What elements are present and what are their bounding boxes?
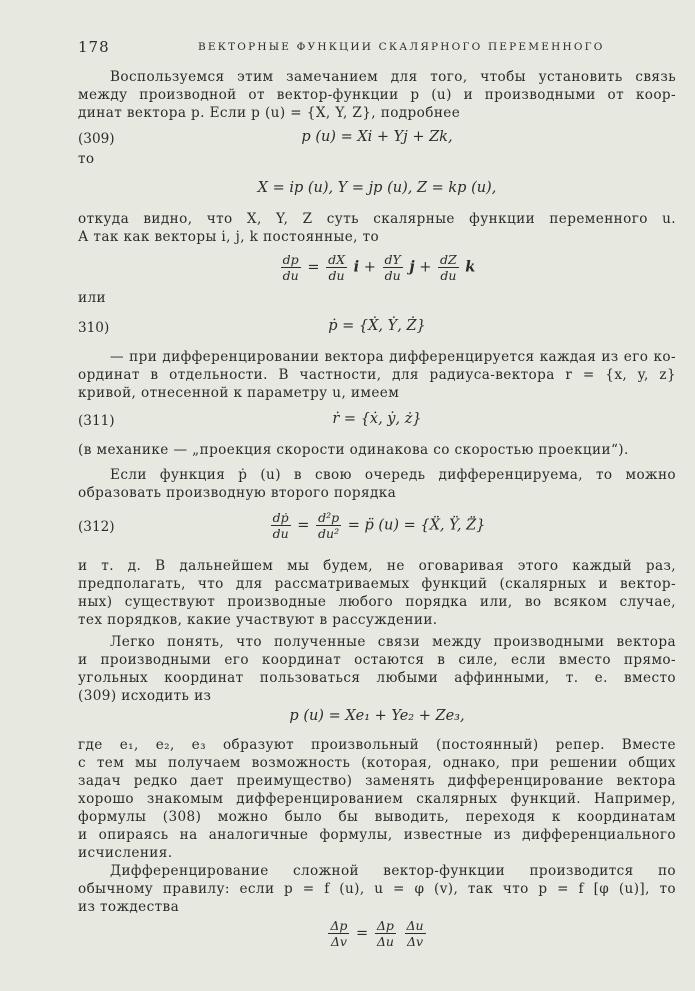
text-line: угольных координат пользоваться любыми аффинными, т. е. вместо <box>78 670 676 686</box>
text-line: то <box>78 151 95 167</box>
numerator: dṗ <box>271 510 291 526</box>
equation-number: 310) <box>78 320 110 336</box>
text-line: и т. д. В дальнейшем мы будем, не оговаривая этого каждый раз, <box>78 558 676 574</box>
text-line: и производными его координат остаются в силе, если вместо прямо- <box>78 652 676 668</box>
fraction <box>383 252 403 283</box>
text-line: (в механике — „проекция скорости одинакова со скоростью проекции“). <box>78 442 629 458</box>
text-line: и опираясь на аналогичные формулы, известные из дифференциального <box>78 827 676 843</box>
equation-number: (309) <box>78 131 115 147</box>
text-line: где e₁, e₂, e₃ образуют произвольный (постоянный) репер. Вместе <box>78 737 676 753</box>
text-line: — при дифференцировании вектора дифференцируется каждая из его ко- <box>110 349 676 365</box>
text-line: Воспользуемся этим замечанием для того, чтобы установить связь <box>110 69 676 85</box>
denominator: Δv <box>330 934 347 949</box>
equation-derivative: $\frac{dp}{du}$ = $\frac{dX}{du}$ i + $\frac{dY}{du}$ j + $\frac{dZ}{du}$ k <box>282 252 476 283</box>
fraction <box>271 510 291 541</box>
text-line: А так как векторы i, j, k постоянные, то <box>78 229 380 245</box>
equation-311: ṙ = {ẋ, ẏ, ż} <box>332 411 422 427</box>
fraction <box>375 918 396 949</box>
numerator: dY <box>384 252 401 267</box>
page-number: 178 <box>78 38 110 56</box>
equation-number: (311) <box>78 413 115 429</box>
text-line: Если функция ṗ (u) в свою очередь дифференцируема, то можно <box>110 467 676 483</box>
text-line: исчисления. <box>78 845 173 861</box>
denominator: Δv <box>406 934 424 949</box>
fraction <box>405 918 426 949</box>
fraction <box>316 510 341 541</box>
text-line: откуда видно, что X, Y, Z суть скалярные функции переменного u. <box>78 211 676 227</box>
equation-312-rhs: = p̈ (u) = {Ẍ, Ÿ, Z̈} <box>347 517 486 534</box>
fraction <box>281 252 301 283</box>
equation-312: $\frac{\text{dṗ}}{du}$ = $\frac{\text{d²p}}{\text{du²}}$ = p̈ (u) = {Ẍ, Ÿ, Z̈} <box>272 510 486 541</box>
denominator: du <box>440 268 457 283</box>
equation-coordinates: X = ip (u), Y = jp (u), Z = kp (u), <box>257 180 497 196</box>
equation-310: ṗ = {Ẋ, Ẏ, Ż} <box>328 318 426 334</box>
equation-chain-rule: $\frac{\Delta p}{\Delta v}$ = $\frac{\Delta p}{\Delta u}$ $\frac{\Delta u}{\Delta v}$ <box>330 918 424 949</box>
text-line: обычному правилу: если p = f (u), u = φ (v), так что p = f [φ (u)], то <box>78 881 676 897</box>
denominator: Δu <box>376 934 394 949</box>
denominator: du <box>384 268 401 283</box>
numerator: Δp <box>330 918 348 933</box>
numerator: dX <box>328 252 345 267</box>
fraction <box>438 252 459 283</box>
numerator: Δp <box>375 918 396 934</box>
text-line: с тем мы получаем возможность (которая, однако, при решении общих <box>78 755 676 771</box>
text-line: кривой, отнесенной к параметру u, имеем <box>78 385 400 401</box>
text-line: или <box>78 290 106 306</box>
denominator: du² <box>318 526 340 541</box>
text-line: динат вектора p. Если p (u) = {X, Y, Z}, подробнее <box>78 105 461 121</box>
denominator: du <box>272 526 289 541</box>
page-header <box>78 38 668 58</box>
text-line: Легко понять, что полученные связи между производными вектора <box>110 634 676 650</box>
text-line: (309) исходить из <box>78 688 212 704</box>
text-line: образовать производную второго порядка <box>78 485 397 501</box>
text-line: предполагать, что для рассматриваемых функций (скалярных и вектор- <box>78 576 676 592</box>
numerator: dp <box>281 252 301 268</box>
denominator: du <box>328 268 345 283</box>
numerator: d²p <box>316 510 341 526</box>
text-line: между производной от вектор-функции p (u) и производными от коор- <box>78 87 676 103</box>
text-line: из тождества <box>78 899 180 915</box>
text-line: ординат в отдельности. В частности, для радиуса-вектора r = {x, y, z} <box>78 367 676 383</box>
numerator: Δu <box>406 918 424 933</box>
denominator: du <box>282 268 299 283</box>
numerator: dZ <box>440 252 457 267</box>
running-title: ВЕКТОРНЫЕ ФУНКЦИИ СКАЛЯРНОГО ПЕРЕМЕННОГО <box>198 41 605 53</box>
text-line: ных) существуют производные любого порядка или, во всяком случае, <box>78 594 676 610</box>
text-line: задач редко дает преимущество) заменять дифференцирование вектора <box>78 773 676 789</box>
text-line: формулы (308) можно было бы выводить, переходя к координатам <box>78 809 676 825</box>
equation-number: (312) <box>78 519 115 535</box>
fraction <box>328 918 349 949</box>
equation-affine: p (u) = Xe₁ + Ye₂ + Ze₃, <box>289 708 465 724</box>
fraction <box>326 252 347 283</box>
text-line: Дифференцирование сложной вектор-функции производится по <box>110 863 676 879</box>
text-line: хорошо знакомым дифференцированием скалярных функций. Например, <box>78 791 676 807</box>
text-line: тех порядков, какие участвуют в рассуждении. <box>78 612 438 628</box>
equation-309: p (u) = Xi + Yj + Zk, <box>301 129 453 145</box>
